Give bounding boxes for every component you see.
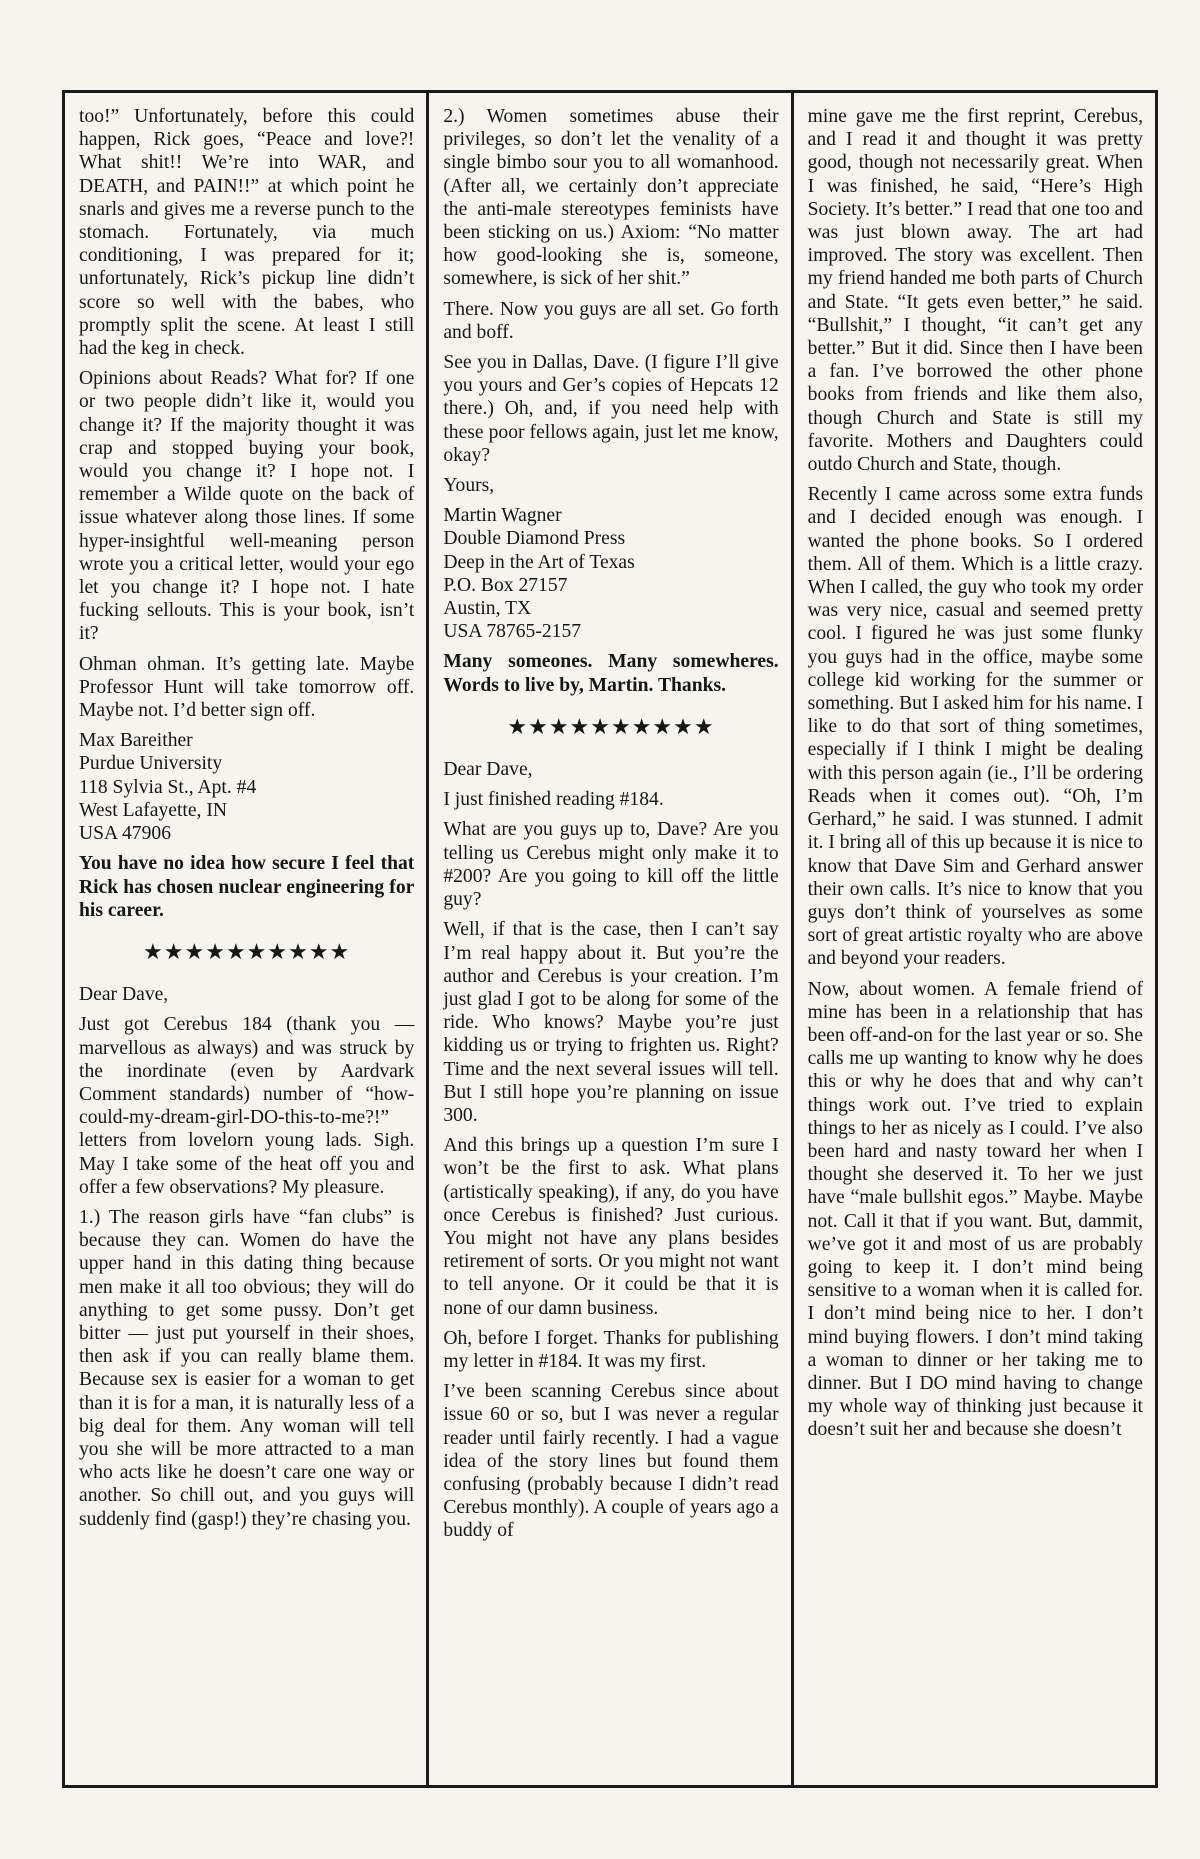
star-divider: ★★★★★★★★★★ xyxy=(143,938,351,964)
signature-line: Max Bareither xyxy=(79,730,193,752)
paragraph: 1.) The reason girls have “fan clubs” is because they can. Women do have the upper hand in this dating thing because men make it all too obvious; they will do anything to get some pussy. Don’t get bitter — just put yourself in their shoes, then ask if you can really blame them. Because sex is easier for a woman to get than it is for a man, it is naturally less of a big deal for them. Any woman will tell you she will be more attracted to a man who acts like he doesn’t care one way or another. So chill out, and you guys will suddenly find (gasp!) they’re chasing you. xyxy=(79,1206,415,1530)
closing: Yours, xyxy=(443,475,495,497)
paragraph: Recently I came across some extra funds and I decided enough was enough. I wanted the phone books. So I ordered them. All of them. Which is a little crazy. When I called, the guy who took my order was very nice, casual and seemed pretty cool. I figured he was just some flunky you guys had in the office, maybe some college kid working for the summer or something. But I asked him for his name. I like to do that sort of thing sometimes, especially if I think I might be dealing with this person again (ie., I’ll be ordering Reads when it comes out). “Oh, I’m Gerhard,” he said. I was stunned. I admit it. I bring all of this up because it is nice to know that Dave Sim and Gerhard answer their own calls. It’s nice to know that you guys don’t think of yourselves as some sort of great artistic royalty who are above and beyond your readers. xyxy=(807,484,1143,970)
paragraph: There. Now you guys are all set. Go forth and boff. xyxy=(443,298,779,343)
signature-line: West Lafayette, IN xyxy=(79,799,228,821)
paragraph: And this brings up a question I’m sure I won’t be the first to ask. What plans (artistically speaking), if any, do you have once Cerebus is finished? Just curious. You might not have any plans besides retirement of sorts. Or you might not want to tell anyone. Or it could be that it is none of our damn business. xyxy=(443,1135,779,1319)
paragraph: mine gave me the first reprint, Cerebus, and I read it and thought it was pretty good, though not necessarily great. When I was finished, he said, “Here’s High Society. It’s better.” I read that one too and was just blown away. The art had improved. The story was excellent. Then my friend handed me both parts of Church and State. “It gets even better,” he said. “Bullshit,” I thought, “it can’t get any better.” But it did. Since then I have been a fan. I’ve borrowed the other phone books from friends and like them also, though Church and State is still my favorite. Mothers and Daughters could outdo Church and State, though. xyxy=(807,106,1143,476)
paragraph: Ohman ohman. It’s getting late. Maybe Professor Hunt will take tomorrow off. Maybe not. I’d better sign off. xyxy=(79,653,415,722)
paragraph: Now, about women. A female friend of mine has been in a relationship that has been off-and-on for the last year or so. She calls me up wanting to know why he does this or why he does that and why can’t things work out. I’ve tried to explain things to her as nicely as I could. I’ve also been hard and nasty toward her when I thought she deserved it. To her we just have “male bullshit egos.” Maybe. Maybe not. Call it that if you want. But, dammit, we’ve got it and most of us are probably going to keep it. I don’t mind being sensitive to a woman when it is called for. I don’t mind being nice to her. I don’t mind buying flowers. I don’t mind taking a woman to dinner or her taking me to dinner. But I DO mind having to change my whole way of thinking just because it doesn’t suit her and because she doesn’t xyxy=(807,978,1143,1441)
paragraph: Just got Cerebus 184 (thank you — marvellous as always) and was struck by the inordinate (even by Aardvark Comment standards) number of “how-could-my-dream-girl-DO-this-to-me?!” letters from lovelorn young lads. Sigh. May I take some of the heat off you and offer a few observations? My pleasure. xyxy=(79,1014,415,1198)
paragraph: I’ve been scanning Cerebus since about issue 60 or so, but I was never a regular reader until fairly recently. I had a vague idea of the story lines but found them confusing (probably because I didn’t read Cerebus monthly). A couple of years ago a buddy of xyxy=(443,1381,779,1542)
column-1 xyxy=(65,93,426,1785)
salutation: Dear Dave, xyxy=(79,984,169,1006)
paragraph: Well, if that is the case, then I can’t say I’m real happy about it. But you’re the author and Cerebus is your creation. I’m just glad I got to be along for some of the ride. Who knows? Maybe you’re just kidding us or trying to frighten us. Right? Time and the next several issues will tell. But I still hope you’re planning on issue 300. xyxy=(443,919,779,1126)
paragraph: too!” Unfortunately, before this could happen, Rick goes, “Peace and love?! What shit!! We’re into WAR, and DEATH, and PAIN!!” at which point he snarls and gives me a reverse punch to the stomach. Fortunately, via much conditioning, I was prepared for it; unfortunately, Rick’s pickup line didn’t score so well with the babes, who promptly split the scene. At least I still had the keg in check. xyxy=(79,106,415,360)
editor-reply: You have no idea how secure I feel that Rick has chosen nuclear engineering for his career. xyxy=(79,853,415,921)
signature-block xyxy=(443,504,778,643)
paragraph: Opinions about Reads? What for? If one or two people didn’t like it, would you change it? If the majority thought it was crap and stopped buying your book, would you change it? I hope not. I remember a Wilde quote on the back of issue whatever along those lines. If some hyper-insightful well-meaning person wrote you a critical letter, would your ego let you change it? I hope not. I hate fucking sellouts. This is your book, isn’t it? xyxy=(79,368,415,645)
signature-line: Double Diamond Press xyxy=(443,528,626,550)
column-3 xyxy=(791,93,1155,1785)
column-2 xyxy=(426,93,790,1785)
signature-line: USA 78765-2157 xyxy=(443,621,582,643)
signature-line: Martin Wagner xyxy=(443,505,562,527)
paragraph: I just finished reading #184. xyxy=(443,789,664,811)
paragraph: 2.) Women sometimes abuse their privileges, so don’t let the venality of a single bimbo sour you to all womanhood. (After all, we certainly don’t appreciate the anti-male stereotypes feminists have been sticking on us.) Axiom: “No matter how good-looking she is, someone, somewhere, is sick of her shit.” xyxy=(443,106,779,290)
signature-line: Deep in the Art of Texas xyxy=(443,551,635,573)
signature-line: 118 Sylvia St., Apt. #4 xyxy=(79,776,257,798)
paragraph: What are you guys up to, Dave? Are you telling us Cerebus might only make it to #200? Are you going to kill off the little guy? xyxy=(443,819,779,911)
star-divider: ★★★★★★★★★★ xyxy=(507,713,715,739)
signature-line: Austin, TX xyxy=(443,598,532,620)
letters-page xyxy=(62,90,1158,1788)
signature-line: Purdue University xyxy=(79,753,223,775)
signature-line: USA 47906 xyxy=(79,823,171,845)
paragraph: See you in Dallas, Dave. (I figure I’ll give you yours and Ger’s copies of Hepcats 12 there.) Oh, and, if you need help with these poor fellows again, just let me know, okay? xyxy=(443,352,779,466)
salutation: Dear Dave, xyxy=(443,759,533,781)
editor-reply: Many someones. Many somewheres. Words to live by, Martin. Thanks. xyxy=(443,651,779,696)
paragraph: Oh, before I forget. Thanks for publishing my letter in #184. It was my first. xyxy=(443,1327,779,1372)
signature-block xyxy=(79,729,414,845)
signature-line: P.O. Box 27157 xyxy=(443,574,568,596)
